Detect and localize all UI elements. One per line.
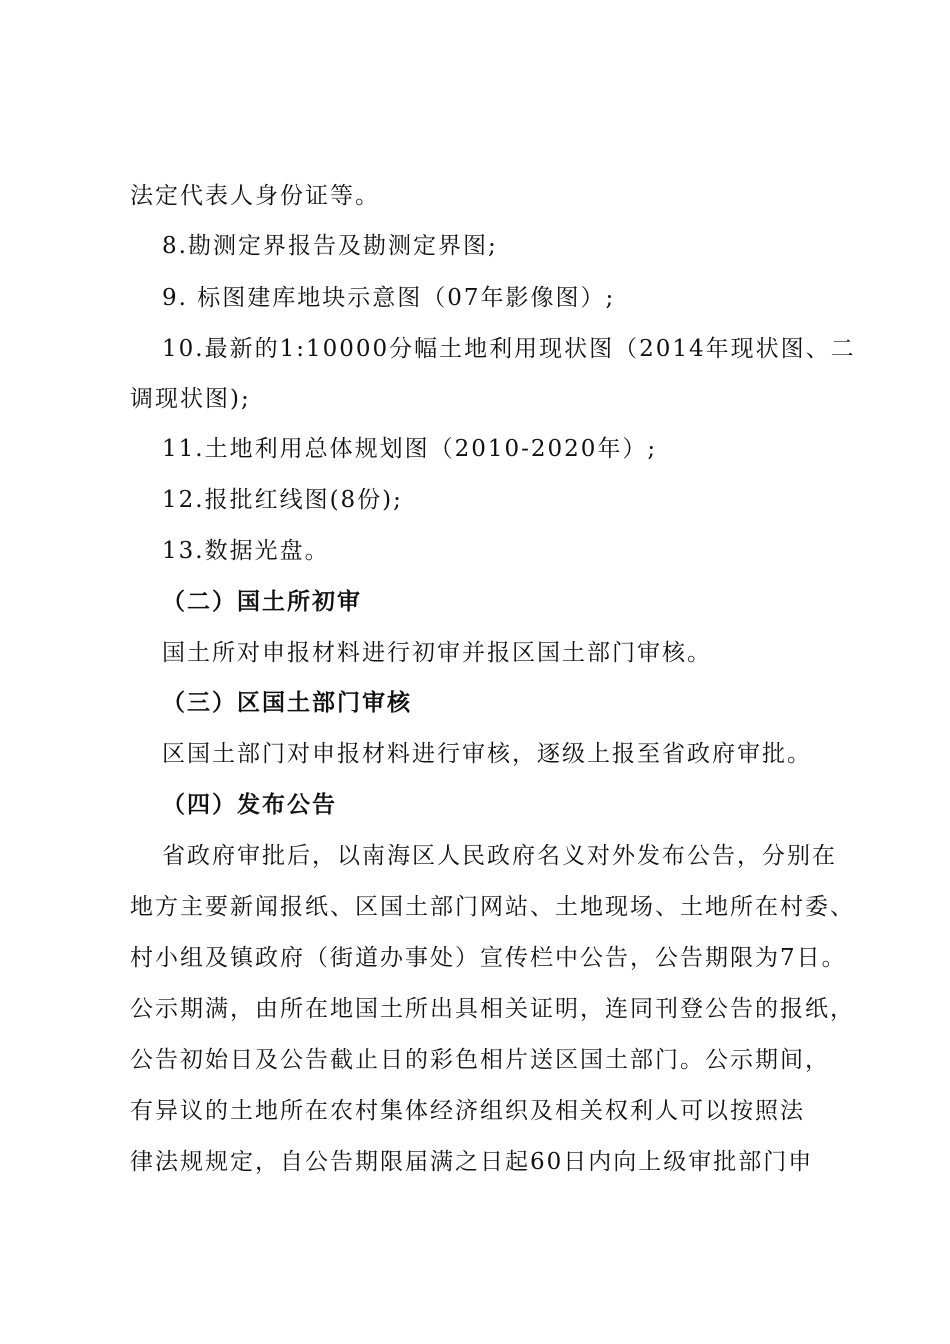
paragraph-section-4-line-4: 公示期满，由所在地国土所出具相关证明，连同刊登公告的报纸， xyxy=(130,996,855,1022)
section-heading-3: （三）区国土部门审核 xyxy=(162,689,412,716)
list-item-13: 13.数据光盘。 xyxy=(162,538,330,564)
paragraph-section-2: 国土所对申报材料进行初审并报区国土部门审核。 xyxy=(162,640,712,666)
paragraph-section-3: 区国土部门对申报材料进行审核，逐级上报至省政府审批。 xyxy=(162,741,812,767)
list-item-12: 12.报批红线图(8份); xyxy=(162,487,403,513)
paragraph-section-4-line-1: 省政府审批后，以南海区人民政府名义对外发布公告，分别在 xyxy=(162,843,837,869)
list-item-11: 11.土地利用总体规划图（2010-2020年）; xyxy=(162,436,658,462)
paragraph-section-4-line-6: 有异议的土地所在农村集体经济组织及相关权利人可以按照法 xyxy=(130,1098,805,1124)
paragraph-section-4-line-3: 村小组及镇政府（街道办事处）宣传栏中公告，公告期限为7日。 xyxy=(130,945,847,971)
list-item-9: 9. 标图建库地块示意图（07年影像图）; xyxy=(162,285,616,311)
list-item-8: 8.勘测定界报告及勘测定界图; xyxy=(162,233,498,259)
list-item-10-continued: 调现状图); xyxy=(130,386,251,412)
text-line-id-card: 法定代表人身份证等。 xyxy=(130,183,380,209)
section-heading-2: （二）国土所初审 xyxy=(162,588,362,615)
list-item-10: 10.最新的1:10000分幅土地利用现状图（2014年现状图、二 xyxy=(162,336,856,362)
section-heading-4: （四）发布公告 xyxy=(162,791,337,818)
paragraph-section-4-line-2: 地方主要新闻报纸、区国土部门网站、土地现场、土地所在村委、 xyxy=(130,894,855,920)
paragraph-section-4-line-7: 律法规规定，自公告期限届满之日起60日内向上级审批部门申 xyxy=(130,1149,814,1175)
paragraph-section-4-line-5: 公告初始日及公告截止日的彩色相片送区国土部门。公示期间， xyxy=(130,1047,830,1073)
